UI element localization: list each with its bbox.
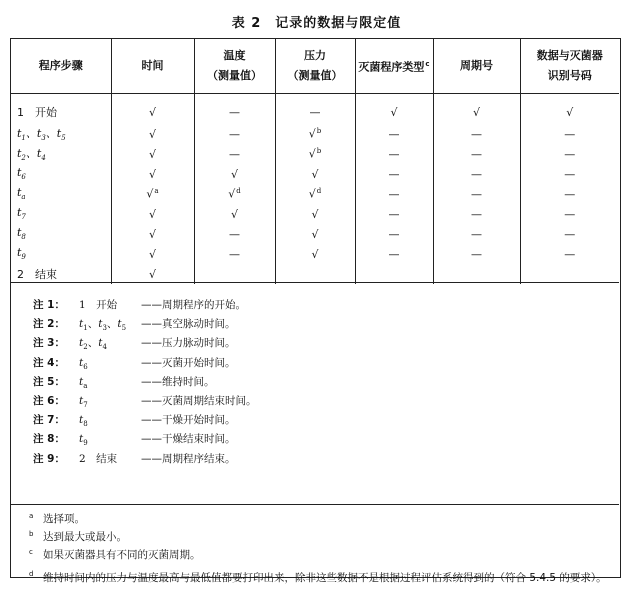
value-cell: —: [564, 227, 576, 241]
column-header: 灭菌程序类型$^c$: [355, 39, 433, 94]
value-cell: —: [564, 167, 576, 181]
value-cell: √: [194, 204, 275, 224]
footnotes-section: [11, 504, 619, 584]
step-cell: $t_7$: [11, 204, 111, 224]
value-cell: —: [194, 124, 275, 144]
value-cell: —: [355, 144, 433, 164]
value-cell: —: [433, 184, 520, 204]
value-cell: —: [355, 164, 433, 184]
step-cell: 2 结束: [11, 264, 111, 284]
column-header: 程序步骤: [11, 39, 111, 94]
footnote: d 维持时间内的压力与温度最高与最低值都要打印出来，除非这些数据不是根据过程评估系统得到的（符合 5.4.5 的要求）。: [29, 570, 607, 584]
table-row: [11, 124, 619, 144]
value-cell: √: [275, 224, 355, 244]
table-title: 表 2 记录的数据与限定值: [231, 16, 402, 31]
value-cell: —: [355, 204, 433, 224]
table-row: [11, 164, 619, 184]
column-header: 温度 （测量值）: [194, 39, 275, 94]
value-cell: —: [564, 187, 576, 201]
table-row: [11, 184, 619, 204]
note-line: 注 8： $t_9$ ——干燥结束时间。: [33, 433, 236, 448]
column-header: 时间: [111, 39, 194, 94]
value-cell: —: [433, 224, 520, 244]
value-cell: —: [433, 124, 520, 144]
value-cell: [433, 264, 520, 284]
value-cell: —: [564, 207, 576, 221]
table-row: [11, 264, 619, 284]
column-header: 数据与灭菌器 识别号码: [520, 39, 619, 94]
value-cell: —: [564, 147, 576, 161]
table-frame: [10, 38, 621, 584]
value-cell: [520, 264, 619, 284]
note-line: 注 3： $t_2$、$t_4$ ——压力脉动时间。: [33, 337, 236, 352]
value-cell: —: [433, 144, 520, 164]
table-row: [11, 94, 619, 125]
step-cell: $t_6$: [11, 164, 111, 184]
note-line: 注 2： $t_1$、$t_3$、$t_5$ ——真空脉动时间。: [33, 318, 236, 333]
value-cell: —: [564, 247, 576, 261]
value-cell: √: [111, 224, 194, 244]
column-header: 周期号: [433, 39, 520, 94]
table-row: [11, 204, 619, 224]
value-cell: √: [355, 94, 433, 125]
value-cell: [275, 264, 355, 284]
table-row: [11, 144, 619, 164]
value-cell: √$^d$: [275, 184, 355, 204]
value-cell: √: [194, 164, 275, 184]
value-cell: —: [194, 224, 275, 244]
value-cell: —: [194, 244, 275, 264]
records-table: [11, 39, 619, 284]
step-cell: $t_1$、$t_3$、$t_5$: [11, 124, 111, 144]
value-cell: [355, 264, 433, 284]
value-cell: —: [433, 164, 520, 184]
value-cell: —: [194, 144, 275, 164]
value-cell: √: [275, 204, 355, 224]
value-cell: √$^a$: [111, 184, 194, 204]
value-cell: —: [194, 94, 275, 125]
value-cell: √: [433, 94, 520, 125]
note-line: 注 1： 1 开始 ——周期程序的开始。: [33, 299, 246, 311]
value-cell: √$^d$: [194, 184, 275, 204]
column-header: 压力 （测量值）: [275, 39, 355, 94]
value-cell: √: [275, 244, 355, 264]
table-row: [11, 244, 619, 264]
value-cell: √: [111, 94, 194, 125]
footnote: b 达到最大或最小。: [29, 529, 127, 543]
value-cell: —: [355, 184, 433, 204]
value-cell: —: [355, 244, 433, 264]
note-line: 注 7： $t_8$ ——干燥开始时间。: [33, 414, 236, 429]
note-line: 注 4： $t_6$ ——灭菌开始时间。: [33, 356, 236, 371]
note-line: 注 6： $t_7$ ——灭菌周期结束时间。: [33, 395, 257, 410]
step-cell: 1 开始: [11, 94, 111, 125]
step-cell: $t_2$、$t_4$: [11, 144, 111, 164]
step-cell: $t_a$: [11, 184, 111, 204]
value-cell: √: [111, 144, 194, 164]
value-cell: —: [275, 94, 355, 125]
value-cell: √: [275, 164, 355, 184]
value-cell: —: [564, 127, 576, 141]
value-cell: √: [111, 244, 194, 264]
note-line: 注 9： 2 结束 ——周期程序结束。: [33, 452, 236, 465]
footnote: a 选择项。: [29, 511, 85, 525]
value-cell: [194, 264, 275, 284]
value-cell: √$^b$: [275, 124, 355, 144]
notes-section: [11, 282, 619, 507]
value-cell: √: [111, 204, 194, 224]
value-cell: √: [111, 164, 194, 184]
step-cell: $t_8$: [11, 224, 111, 244]
table-row: [11, 224, 619, 244]
value-cell: √: [111, 264, 194, 284]
value-cell: √: [566, 105, 574, 119]
note-line: 注 5： $t_a$ ——维持时间。: [33, 375, 215, 390]
value-cell: —: [433, 204, 520, 224]
value-cell: √$^b$: [275, 144, 355, 164]
value-cell: —: [433, 244, 520, 264]
value-cell: √: [111, 124, 194, 144]
footnote: c 如果灭菌器具有不同的灭菌周期。: [29, 547, 201, 561]
value-cell: —: [355, 124, 433, 144]
value-cell: —: [355, 224, 433, 244]
header-row: [11, 39, 619, 94]
step-cell: $t_9$: [11, 244, 111, 264]
